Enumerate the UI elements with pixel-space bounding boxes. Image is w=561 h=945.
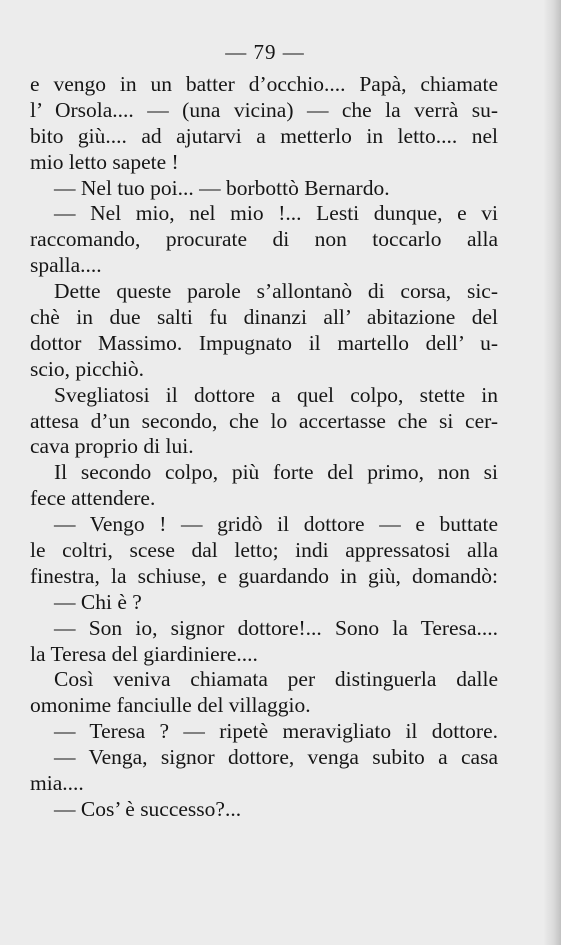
text-line: — Nel mio, nel mio !... Lesti dunque, e vi [54,201,498,226]
text-line: — Venga, signor dottore, venga subito a casa [54,745,498,770]
text-line: mio letto sapete ! [30,149,179,174]
text-line: — Teresa ? — ripetè meravigliato il dottore. [54,719,498,744]
text-line: fece attendere. [30,486,156,511]
text-line: scio, picchiò. [30,356,145,381]
text-line: omonime fanciulle del villaggio. [30,693,311,718]
text-line: l’ Orsola.... — (una vicina) — che la verrà su- [30,97,498,122]
text-line: le coltri, scese dal letto; indi appressatosi alla [30,538,498,563]
text-line: — Cos’ è successo?... [54,796,242,821]
page-edge-shadow [543,0,561,945]
text-line: cava proprio di lui. [30,434,194,459]
text-line: mia.... [30,771,84,796]
text-line: raccomando, procurate di non toccarlo alla [30,227,498,252]
text-line: — Son io, signor dottore!... Sono la Teresa.... [54,615,498,640]
text-line: Dette queste parole s’allontanò di corsa, sic- [54,279,498,304]
page-number: — 79 — [225,40,305,64]
text-line: e vengo in un batter d’occhio.... Papà, chiamate [30,72,498,96]
text-line: dottor Massimo. Impugnato il martello dell’ u- [30,330,498,355]
text-line: — Nel tuo poi... — borbottò Bernardo. [54,175,390,200]
text-line: — Chi è ? [54,589,142,614]
text-line: Il secondo colpo, più forte del primo, non si [54,460,498,485]
text-line: la Teresa del giardiniere.... [30,641,258,666]
text-line: bito giù.... ad ajutarvi a metterlo in letto.... nel [30,123,498,148]
text-line: Così veniva chiamata per distinguerla dalle [54,667,498,692]
text-line: — Vengo ! — gridò il dottore — e buttate [54,512,498,537]
text-line: spalla.... [30,253,102,278]
text-line: Svegliatosi il dottore a quel colpo, stette in [54,382,498,407]
text-line: chè in due salti fu dinanzi all’ abitazione del [30,305,498,330]
text-line: finestra, la schiuse, e guardando in giù, domandò: [30,563,498,588]
body-text [30,72,498,823]
text-line: attesa d’un secondo, che lo accertasse che si cer- [30,408,498,433]
